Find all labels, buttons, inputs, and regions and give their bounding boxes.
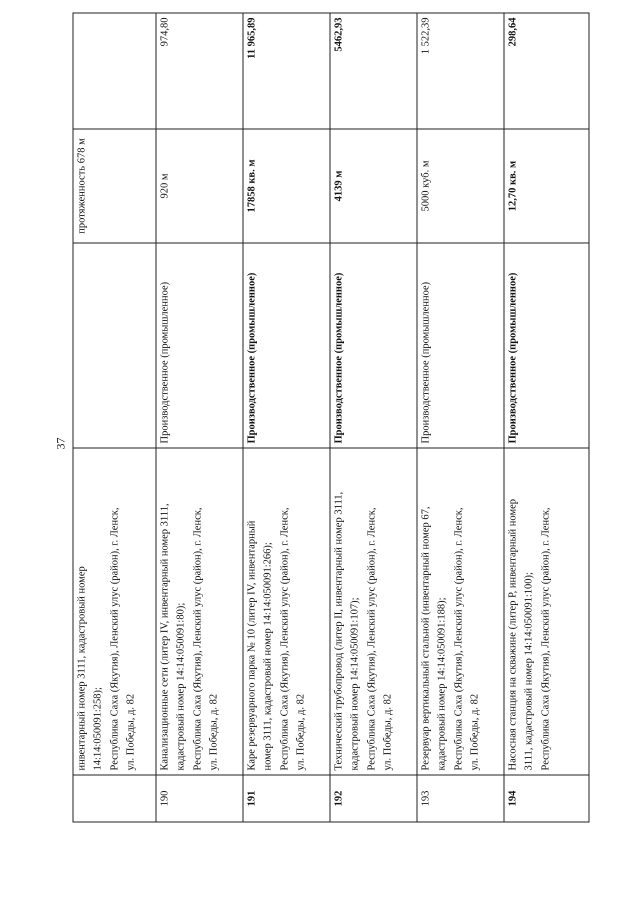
description-line: кадастровый номер 14:14:050091:188); [436,597,448,771]
description-line: Республика Саха (Якутия), Ленский улус (район), г. Ленск, [279,507,291,771]
object-purpose: Производственное (промышленное) [504,243,589,448]
table-row [156,13,243,822]
table-row [417,13,504,822]
description-line: Республика Саха (Якутия), Ленский улус (район), г. Ленск, [109,507,121,771]
table-row [73,13,156,822]
row-number: 191 [243,775,330,822]
table-row [243,13,330,822]
description-line: номер 3111, кадастровый номер 14:14:050091:266); [262,542,274,771]
object-purpose: Производственное (промышленное) [243,243,330,448]
description-line: Технический трубопровод (литер II, инвентарный номер 3111, [333,491,345,771]
object-description [330,448,417,775]
table-row [504,13,589,822]
object-purpose: Производственное (промышленное) [156,243,243,448]
rotated-table-container [73,17,578,823]
description-line: инвентарный номер 3111, кадастровый номер [76,566,88,771]
object-purpose [73,243,156,448]
row-number [73,775,156,822]
description-line: ул. Победы, д. 82 [208,693,220,771]
object-purpose: Производственное (промышленное) [330,243,417,448]
row-number: 192 [330,775,417,822]
description-line: Республика Саха (Якутия), Ленский улус (район), г. Ленск, [192,507,204,771]
description-line: Насосная станция на скважине (литер Р, инвентарный номер [507,498,519,771]
description-line: 3111, кадастровый номер 14:14:050091:100); [523,572,535,771]
row-number: 190 [156,775,243,822]
description-line: Канализационные сети (литер IV, инвентарный номер 3111, [159,503,171,771]
object-value: 11 965,89 [243,13,330,129]
object-size: 4139 м [330,129,417,243]
object-size: 5000 куб. м [417,129,504,243]
description-line: кадастровый номер 14:14:050091:80); [175,602,187,771]
description-line: Республика Саха (Якутия), Ленский улус (район), г. Ленск, [453,507,465,771]
object-size: 17858 кв. м [243,129,330,243]
row-number: 193 [417,775,504,822]
description-line: ул. Победы, д. 82 [125,693,137,771]
object-purpose: Производственное (промышленное) [417,243,504,448]
object-description [417,448,504,775]
property-table [73,13,590,823]
description-line: Каре резервуарного парка № 10 (литер IV, инвентарный [246,520,258,771]
description-line: ул. Победы, д. 82 [295,693,307,771]
description-line: ул. Победы, д. 82 [382,693,394,771]
description-line: 14:14:050091:258); [92,687,104,771]
object-description [73,448,156,775]
object-value: 5462,93 [330,13,417,129]
description-line: кадастровый номер 14:14:050091:107); [349,597,361,771]
table-row [330,13,417,822]
object-size: протяженность 678 м [73,129,156,243]
row-number: 194 [504,775,589,822]
object-size: 920 м [156,129,243,243]
object-description [504,448,589,775]
object-value: 974,80 [156,13,243,129]
description-line: Республика Саха (Якутия), Ленский улус (район), г. Ленск, [366,507,378,771]
object-value: 1 522,39 [417,13,504,129]
object-value [73,13,156,129]
object-value: 298,64 [504,13,589,129]
object-size: 12,70 кв. м [504,129,589,243]
object-description [243,448,330,775]
page-number: 37 [53,437,68,450]
object-description [156,448,243,775]
description-line: ул. Победы, д. 82 [469,693,481,771]
description-line: Резервуар вертикальный стальной (инвентарный номер 67, [420,506,432,771]
description-line: Республика Саха (Якутия), Ленский улус (район), г. Ленск, [540,507,552,771]
